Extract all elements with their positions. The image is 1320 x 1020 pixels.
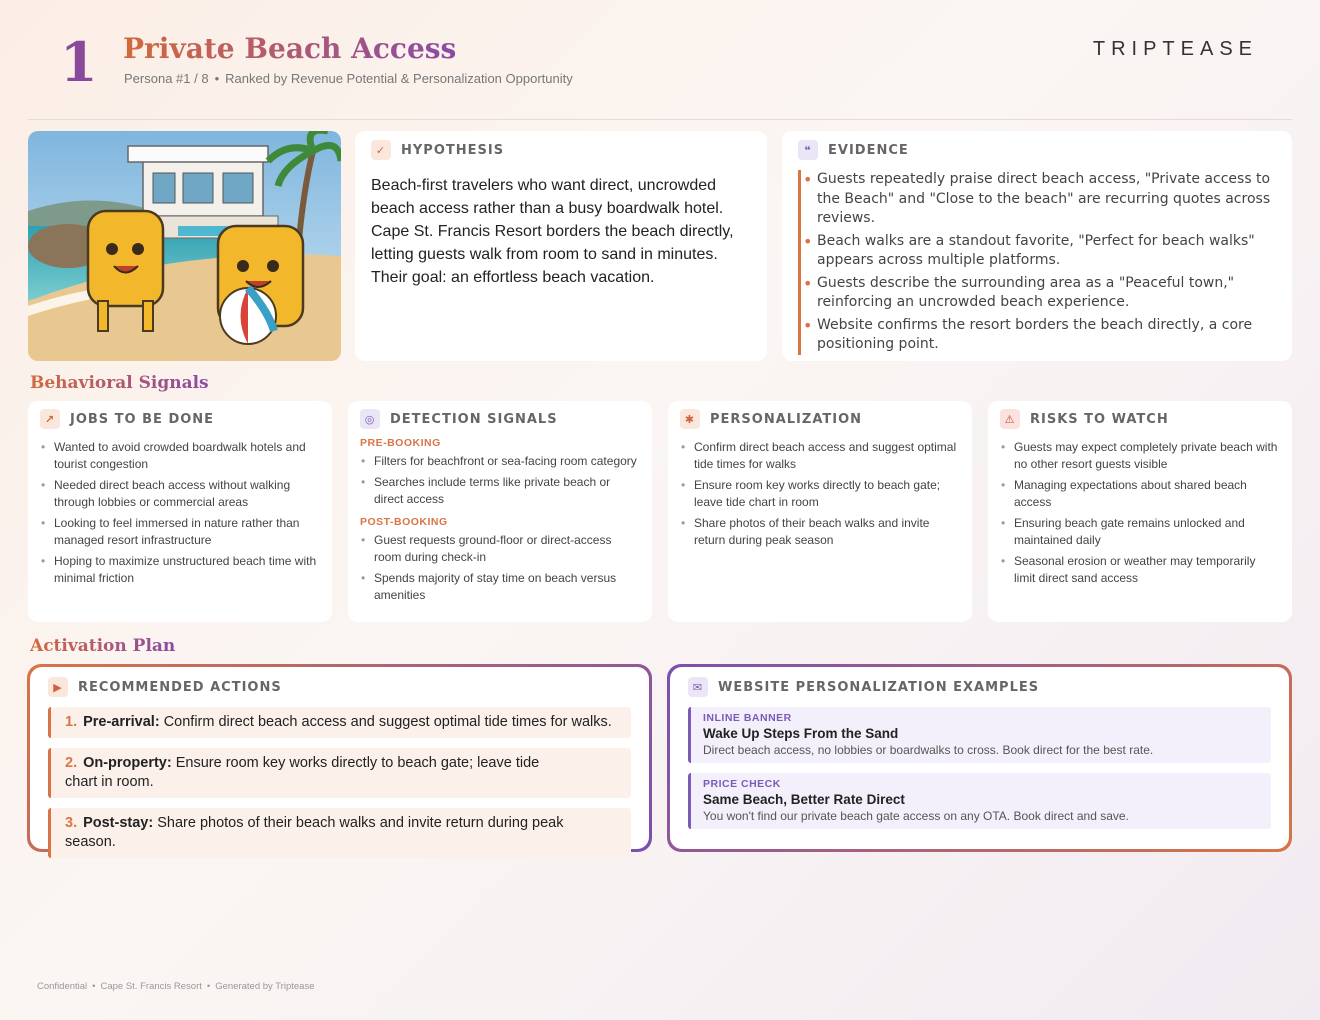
sparkle-icon: ✱ (680, 409, 700, 429)
jobs-card (28, 401, 332, 622)
target-icon: ◎ (360, 409, 380, 429)
hypothesis-card (355, 131, 767, 361)
list-item: • Wanted to avoid crowded boardwalk hotels and tourist congestion (40, 439, 320, 473)
mail-icon: ✉ (688, 677, 708, 697)
persona-count: Persona #1 / 8 (124, 71, 209, 86)
risks-label: RISKS TO WATCH (1030, 411, 1169, 427)
behavioral-signals-title: Behavioral Signals (30, 373, 209, 393)
persona-illustration (28, 131, 341, 361)
list-item: • Hoping to maximize unstructured beach time with minimal friction (40, 553, 320, 587)
pre-booking-label: PRE-BOOKING (360, 437, 441, 449)
page-header (28, 28, 1292, 120)
list-item: • Confirm direct beach access and suggest optimal tide times for walks (680, 439, 960, 473)
list-item: • Searches include terms like private beach or direct access (360, 474, 640, 508)
evidence-item: • Website confirms the resort borders the beach directly, a core positioning point. (817, 316, 1276, 355)
recommended-actions-card (27, 664, 652, 852)
website-examples-card (667, 664, 1292, 852)
list-item: • Filters for beachfront or sea-facing room category (360, 453, 640, 470)
list-item: • Share photos of their beach walks and invite return during peak season (680, 515, 960, 549)
warning-icon: ⚠ (1000, 409, 1020, 429)
persona-number: 1 (60, 30, 98, 94)
ranking-text: Ranked by Revenue Potential & Personalization Opportunity (225, 71, 573, 86)
trend-arrow-icon: ↗ (40, 409, 60, 429)
evidence-list (798, 170, 1276, 355)
evidence-label: EVIDENCE (828, 142, 909, 158)
personalization-card (668, 401, 972, 622)
detection-label: DETECTION SIGNALS (390, 411, 558, 427)
jobs-label: JOBS TO BE DONE (70, 411, 215, 427)
brand-logo: TRIPTEASE (1092, 38, 1258, 60)
evidence-item: • Beach walks are a standout favorite, "Perfect for beach walks" appears across multiple platforms. (817, 232, 1276, 271)
list-item: • Guest requests ground-floor or direct-access room during check-in (360, 532, 640, 566)
page-title: Private Beach Access (123, 30, 456, 68)
hypothesis-text: Beach-first travelers who want direct, uncrowded beach access rather than a busy boardwalk hotel. Cape St. Francis Resort borders the beach directly, letting guests walk from room to sand in minutes. Their goal: an effortless beach vacation. (371, 177, 734, 286)
list-item: • Spends majority of stay time on beach versus amenities (360, 570, 640, 604)
actions-label: RECOMMENDED ACTIONS (78, 679, 282, 695)
risks-card (988, 401, 1292, 622)
quote-icon: ❝ (798, 140, 818, 160)
website-example: INLINE BANNER Wake Up Steps From the Sand Direct beach access, no lobbies or boardwalks to cross. Book direct for the best rate. (688, 707, 1271, 763)
play-icon: ▶ (48, 677, 68, 697)
personalization-label: PERSONALIZATION (710, 411, 863, 427)
list-item: • Seasonal erosion or weather may temporarily limit direct sand access (1000, 553, 1280, 587)
list-item: • Ensure room key works directly to beach gate; leave tide chart in room (680, 477, 960, 511)
list-item: • Needed direct beach access without walking through lobbies or commercial areas (40, 477, 320, 511)
evidence-card (782, 131, 1292, 361)
page-footer: Confidential • Cape St. Francis Resort • Generated by Triptease (37, 981, 315, 992)
evidence-item: • Guests repeatedly praise direct beach access, "Private access to the Beach" and "Close to the beach" are recurring quotes across reviews. (817, 170, 1276, 229)
evidence-item: • Guests describe the surrounding area as a "Peaceful town," reinforcing an uncrowded beach experience. (817, 274, 1276, 313)
action-item: 1. Pre-arrival: Confirm direct beach access and suggest optimal tide times for walks. (48, 707, 631, 738)
list-item: • Ensuring beach gate remains unlocked and maintained daily (1000, 515, 1280, 549)
check-icon: ✓ (371, 140, 391, 160)
web-label: WEBSITE PERSONALIZATION EXAMPLES (718, 679, 1040, 695)
list-item: • Managing expectations about shared beach access (1000, 477, 1280, 511)
action-item: 3. Post-stay: Share photos of their beach walks and invite return during peak season. (48, 808, 631, 858)
list-item: • Guests may expect completely private beach with no other resort guests visible (1000, 439, 1280, 473)
action-item: 2. On-property: Ensure room key works directly to beach gate; leave tide chart in room. (48, 748, 631, 798)
post-booking-label: POST-BOOKING (360, 516, 448, 528)
list-item: • Looking to feel immersed in nature rather than managed resort infrastructure (40, 515, 320, 549)
page-subtitle: Persona #1 / 8 • Ranked by Revenue Potential & Personalization Opportunity (124, 71, 573, 86)
hypothesis-label: HYPOTHESIS (401, 142, 505, 158)
activation-plan-title: Activation Plan (30, 636, 176, 656)
detection-card (348, 401, 652, 622)
website-example: PRICE CHECK Same Beach, Better Rate Direct You won't find our private beach gate access on any OTA. Book direct and save. (688, 773, 1271, 829)
